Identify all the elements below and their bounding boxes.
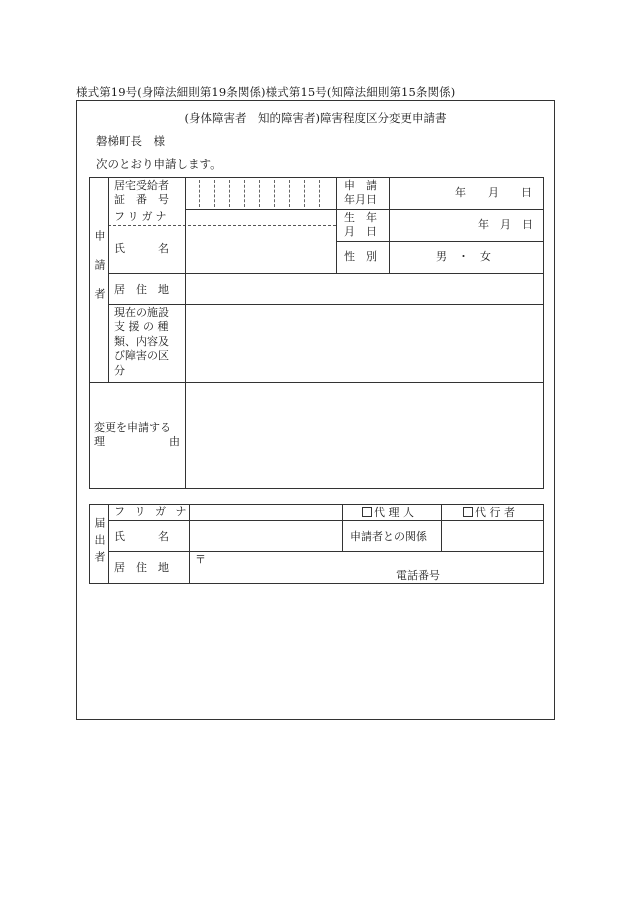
notifier-name-field[interactable] (190, 521, 341, 550)
app-date-label-line2: 年月日 (344, 193, 377, 206)
facility-field[interactable] (186, 305, 542, 381)
addressee: 磐梯町長 様 (96, 134, 165, 148)
cert-label-line2: 証 番 号 (114, 193, 169, 206)
notifier-furigana-label: フ リ ガ ナ (114, 505, 190, 518)
applicant-address-label: 居 住 地 (114, 283, 169, 296)
application-date-value[interactable]: 年 月 日 (455, 186, 532, 199)
facility-label-line3: 類、内容及 (114, 334, 169, 348)
agent-option[interactable] (362, 506, 414, 520)
cert-number-field[interactable] (186, 178, 335, 208)
gender-value[interactable]: 男 ・ 女 (436, 250, 491, 263)
proxy-label: 代 行 者 (475, 506, 515, 519)
notifier-address-field[interactable] (205, 552, 385, 582)
notifier-address-label: 居 住 地 (114, 561, 169, 574)
postal-mark: 〒 (195, 553, 206, 566)
application-date-label (344, 179, 386, 207)
notifier-section-label (92, 517, 106, 568)
cert-label-line1: 居宅受給者 (114, 179, 169, 192)
applicant-furigana-field[interactable] (186, 210, 335, 224)
cert-number-label (114, 179, 180, 207)
form-title: (身体障害者 知的障害者)障害程度区分変更申請書 (184, 111, 447, 125)
reason-label (94, 421, 180, 449)
birth-label-line1: 生 年 (344, 211, 377, 224)
reason-label-char2: 由 (169, 435, 180, 448)
birth-label-line2: 月 日 (344, 225, 377, 238)
facility-label-line4: び障害の区 (114, 349, 169, 363)
reason-label-line1: 変更を申請する (94, 421, 171, 434)
applicant-section-label (92, 230, 106, 317)
app-date-label-line1: 申 請 (344, 179, 377, 192)
form-header: 様式第19号(身障法細則第19条関係)様式第15号(知障法細則第15条関係) (76, 85, 456, 99)
reason-label-line2 (94, 435, 180, 449)
facility-label-line5: 分 (114, 363, 125, 377)
agent-checkbox-icon[interactable] (362, 507, 372, 517)
relation-label: 申請者との関係 (350, 530, 427, 543)
applicant-name-label: 氏 名 (114, 242, 169, 255)
facility-label (114, 306, 169, 378)
notifier-section-text: 届出者 (93, 517, 106, 568)
applicant-section-text: 申請者 (93, 230, 106, 317)
reason-field[interactable] (186, 383, 542, 487)
proxy-checkbox-icon[interactable] (463, 507, 473, 517)
facility-label-line2: 支 援 の 種 (114, 320, 169, 334)
phone-label: 電話番号 (396, 569, 440, 582)
facility-label-line1: 現在の施設 (114, 306, 169, 319)
intro-text: 次のとおり申請します。 (96, 157, 222, 171)
applicant-furigana-label: フリガナ (114, 210, 170, 223)
gender-label: 性 別 (344, 250, 377, 263)
notifier-name-label: 氏 名 (114, 530, 169, 543)
birth-date-label (344, 211, 386, 239)
agent-label: 代 理 人 (374, 506, 414, 519)
applicant-name-field[interactable] (186, 226, 335, 272)
relation-field[interactable] (442, 521, 542, 550)
applicant-address-field[interactable] (186, 274, 542, 303)
notifier-furigana-field[interactable] (190, 505, 341, 519)
proxy-option[interactable] (463, 506, 515, 520)
reason-label-char1: 理 (94, 435, 105, 448)
birth-date-value[interactable]: 年 月 日 (478, 218, 533, 231)
